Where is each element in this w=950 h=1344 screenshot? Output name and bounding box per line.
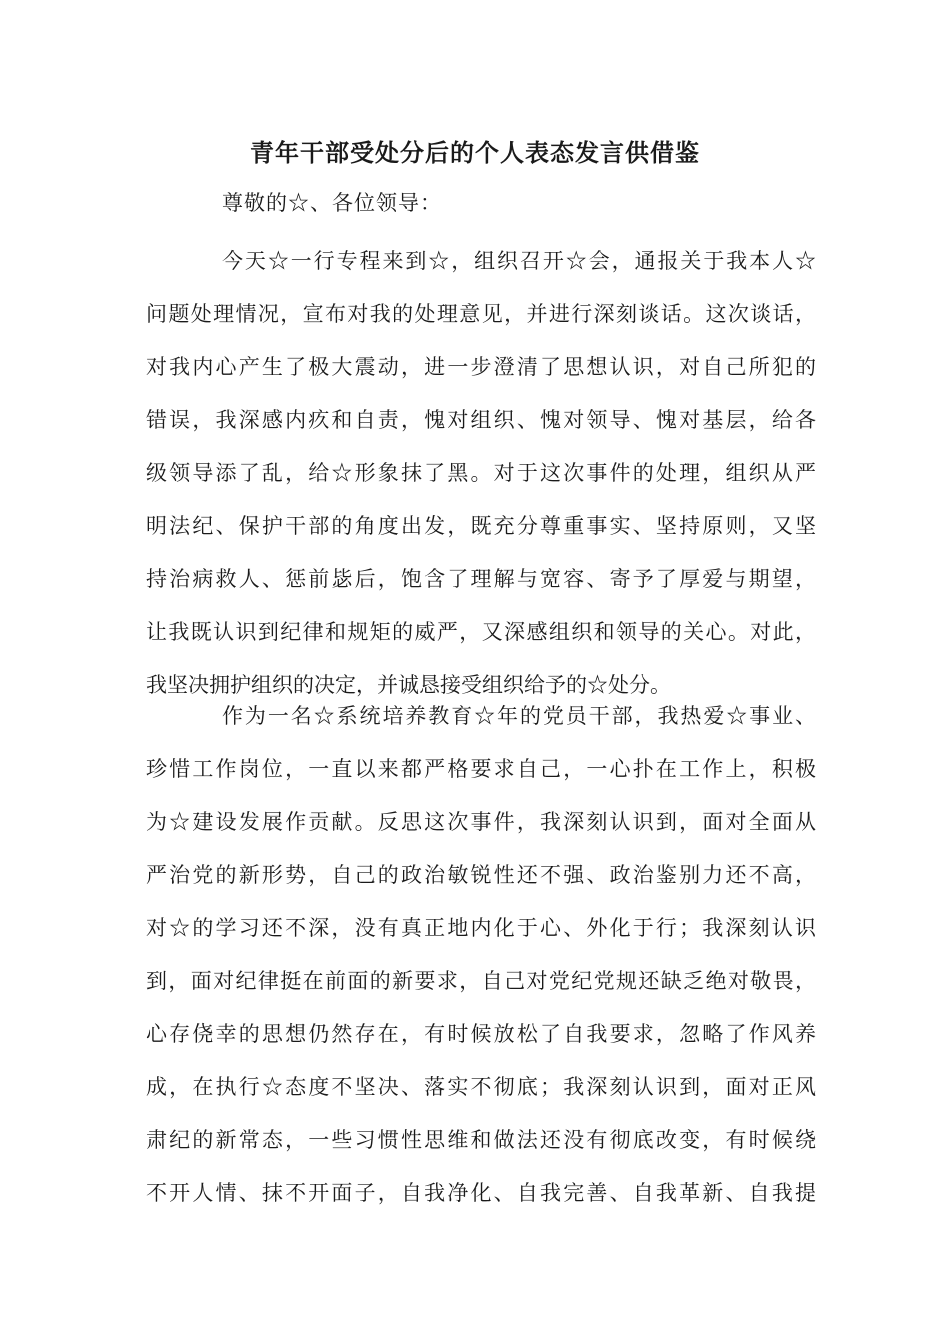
paragraph-line: 肃纪的新常态，一些习惯性思维和做法还没有彻底改变，有时候绕 xyxy=(146,1128,816,1152)
salutation: 尊敬的☆、各位领导： xyxy=(222,191,442,215)
paragraph-line: 到，面对纪律挺在前面的新要求，自己对党纪党规还缺乏绝对敬畏， xyxy=(146,969,816,993)
paragraph-line: 对我内心产生了极大震动，进一步澄清了思想认识，对自己所犯的 xyxy=(146,355,816,379)
paragraph-line: 成，在执行☆态度不坚决、落实不彻底；我深刻认识到，面对正风 xyxy=(146,1075,816,1099)
paragraph-line: 让我既认识到纪律和规矩的威严，又深感组织和领导的关心。对此， xyxy=(146,620,816,644)
paragraph-line: 心存侥幸的思想仍然存在，有时候放松了自我要求，忽略了作风养 xyxy=(146,1022,816,1046)
paragraph-line: 对☆的学习还不深，没有真正地内化于心、外化于行；我深刻认识 xyxy=(146,916,816,940)
paragraph-line: 珍惜工作岗位，一直以来都严格要求自己，一心扑在工作上，积极 xyxy=(146,757,816,781)
paragraph-line: 严治党的新形势，自己的政治敏锐性还不强、政治鉴别力还不高， xyxy=(146,863,816,887)
paragraph-line: 不开人情、抹不开面子，自我净化、自我完善、自我革新、自我提 xyxy=(146,1181,816,1205)
paragraph-line: 今天☆一行专程来到☆，组织召开☆会，通报关于我本人☆ xyxy=(222,249,816,273)
paragraph-line: 作为一名☆系统培养教育☆年的党员干部，我热爱☆事业、 xyxy=(222,704,816,728)
paragraph-line: 明法纪、保护干部的角度出发，既充分尊重事实、坚持原则，又坚 xyxy=(146,514,816,538)
paragraph-line: 错误，我深感内疚和自责，愧对组织、愧对领导、愧对基层，给各 xyxy=(146,408,816,432)
document-title: 青年干部受处分后的个人表态发言供借鉴 xyxy=(250,138,700,167)
paragraph-line: 我坚决拥护组织的决定，并诚恳接受组织给予的☆处分。 xyxy=(146,673,671,697)
paragraph-line: 为☆建设发展作贡献。反思这次事件，我深刻认识到，面对全面从 xyxy=(146,810,816,834)
paragraph-line: 级领导添了乱，给☆形象抹了黑。对于这次事件的处理，组织从严 xyxy=(146,461,816,485)
paragraph-line: 持治病救人、惩前毖后，饱含了理解与宽容、寄予了厚爱与期望， xyxy=(146,567,816,591)
paragraph-1 xyxy=(146,235,816,712)
paragraph-2 xyxy=(146,690,816,1220)
paragraph-line: 问题处理情况，宣布对我的处理意见，并进行深刻谈话。这次谈话， xyxy=(146,302,816,326)
